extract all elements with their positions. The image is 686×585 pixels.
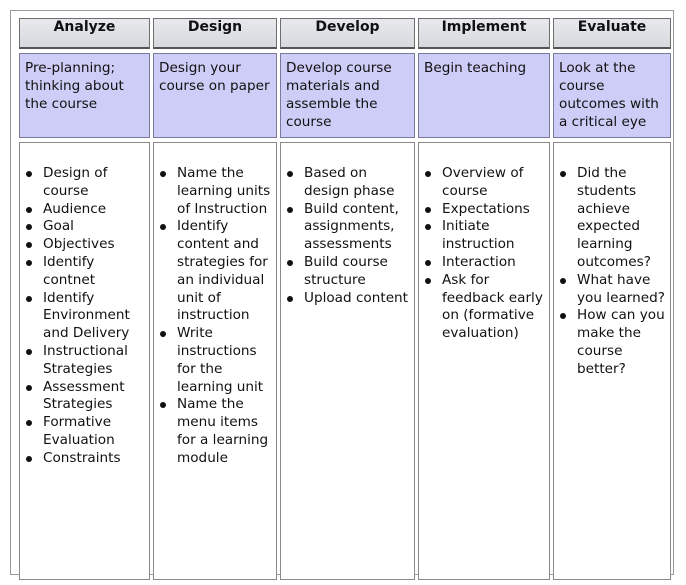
list-item-text: Objectives <box>43 236 115 253</box>
bullet-icon <box>425 171 431 177</box>
header-row <box>19 18 671 49</box>
bullet-icon <box>425 260 431 266</box>
bullet-list <box>287 165 410 307</box>
phase-summary-analyze: Pre-planning; thinking about the course <box>19 53 150 138</box>
list-item <box>560 165 666 272</box>
list-item <box>26 165 145 201</box>
bullet-icon <box>160 331 166 337</box>
list-item-text: Upload content <box>304 289 408 306</box>
list-item-text: Name the menu items for a learning module <box>177 396 269 466</box>
list-item-text: Did the students achieve expected learning outcomes? <box>577 165 651 270</box>
list-item-text: Constraints <box>43 449 121 466</box>
bullet-icon <box>26 224 32 230</box>
detail-row <box>19 142 671 580</box>
list-item <box>26 450 145 468</box>
bullet-list <box>160 165 272 468</box>
list-item <box>560 307 666 378</box>
list-item <box>160 218 272 325</box>
phase-details-design <box>153 142 277 580</box>
list-item <box>160 325 272 396</box>
list-item <box>287 254 410 290</box>
bullet-icon <box>160 402 166 408</box>
list-item <box>287 165 410 201</box>
list-item-text: Overview of course <box>442 165 524 199</box>
bullet-icon <box>287 260 293 266</box>
phase-details-implement <box>418 142 550 580</box>
bullet-icon <box>26 207 32 213</box>
list-item-text: What have you learned? <box>577 271 665 306</box>
phase-details-develop <box>280 142 415 580</box>
list-item <box>425 218 545 254</box>
list-item-text: Interaction <box>442 253 516 270</box>
list-item-text: Goal <box>43 218 74 235</box>
list-item <box>425 254 545 272</box>
list-item <box>560 272 666 308</box>
list-item <box>26 218 145 236</box>
list-item-text: Build content, assignments, assessments <box>304 200 399 253</box>
phase-header-develop: Develop <box>280 18 415 49</box>
phase-details-analyze <box>19 142 150 580</box>
bullet-icon <box>287 171 293 177</box>
list-item <box>26 343 145 379</box>
list-item-text: Identify content and strategies for an individual unit of instruction <box>177 218 268 324</box>
list-item-text: Identify contnet <box>43 253 96 288</box>
list-item <box>287 290 410 308</box>
bullet-icon <box>26 171 32 177</box>
bullet-list <box>26 165 145 468</box>
bullet-icon <box>560 171 566 177</box>
summary-row <box>19 53 671 138</box>
bullet-icon <box>26 242 32 248</box>
bullet-icon <box>26 385 32 391</box>
list-item-text: Audience <box>43 200 107 217</box>
phase-summary-implement: Begin teaching <box>418 53 550 138</box>
list-item-text: Identify Environment and Delivery <box>43 289 130 342</box>
list-item <box>26 414 145 450</box>
bullet-icon <box>26 296 32 302</box>
list-item-text: Name the learning units of Instruction <box>177 165 271 217</box>
list-item <box>425 201 545 219</box>
list-item <box>160 165 272 218</box>
list-item-text: Formative Evaluation <box>43 414 115 448</box>
bullet-icon <box>425 278 431 284</box>
bullet-icon <box>26 260 32 266</box>
bullet-icon <box>160 171 166 177</box>
list-item-text: Initiate instruction <box>442 218 515 253</box>
list-item-text: Write instructions for the learning unit <box>177 325 264 395</box>
list-item <box>425 272 545 343</box>
phase-header-evaluate: Evaluate <box>553 18 671 49</box>
bullet-icon <box>26 349 32 355</box>
bullet-icon <box>287 207 293 213</box>
phase-details-evaluate <box>553 142 671 580</box>
list-item-text: Assessment Strategies <box>43 378 125 413</box>
list-item <box>26 236 145 254</box>
list-item-text: How can you make the course better? <box>577 307 665 377</box>
phase-header-design: Design <box>153 18 277 49</box>
list-item-text: Ask for feedback early on (formative evaluation) <box>442 271 543 342</box>
bullet-icon <box>425 207 431 213</box>
addie-phases-table <box>16 14 674 584</box>
list-item <box>160 396 272 467</box>
phase-summary-evaluate: Look at the course outcomes with a critical eye <box>553 53 671 138</box>
list-item-text: Expectations <box>442 200 530 217</box>
bullet-icon <box>425 224 431 230</box>
bullet-list <box>560 165 666 379</box>
list-item-text: Build course structure <box>304 253 388 288</box>
list-item <box>287 201 410 254</box>
list-item <box>425 165 545 201</box>
bullet-icon <box>26 420 32 426</box>
phase-header-implement: Implement <box>418 18 550 49</box>
bullet-list <box>425 165 545 343</box>
bullet-icon <box>560 278 566 284</box>
list-item <box>26 290 145 343</box>
list-item-text: Instructional Strategies <box>43 342 128 377</box>
list-item-text: Based on design phase <box>304 165 395 199</box>
list-item <box>26 201 145 219</box>
list-item-text: Design of course <box>43 165 108 199</box>
phase-summary-develop: Develop course materials and assemble the course <box>280 53 415 138</box>
bullet-icon <box>160 224 166 230</box>
list-item <box>26 254 145 290</box>
phase-summary-design: Design your course on paper <box>153 53 277 138</box>
bullet-icon <box>287 296 293 302</box>
phase-header-analyze: Analyze <box>19 18 150 49</box>
list-item <box>26 379 145 415</box>
bullet-icon <box>26 456 32 462</box>
bullet-icon <box>560 313 566 319</box>
